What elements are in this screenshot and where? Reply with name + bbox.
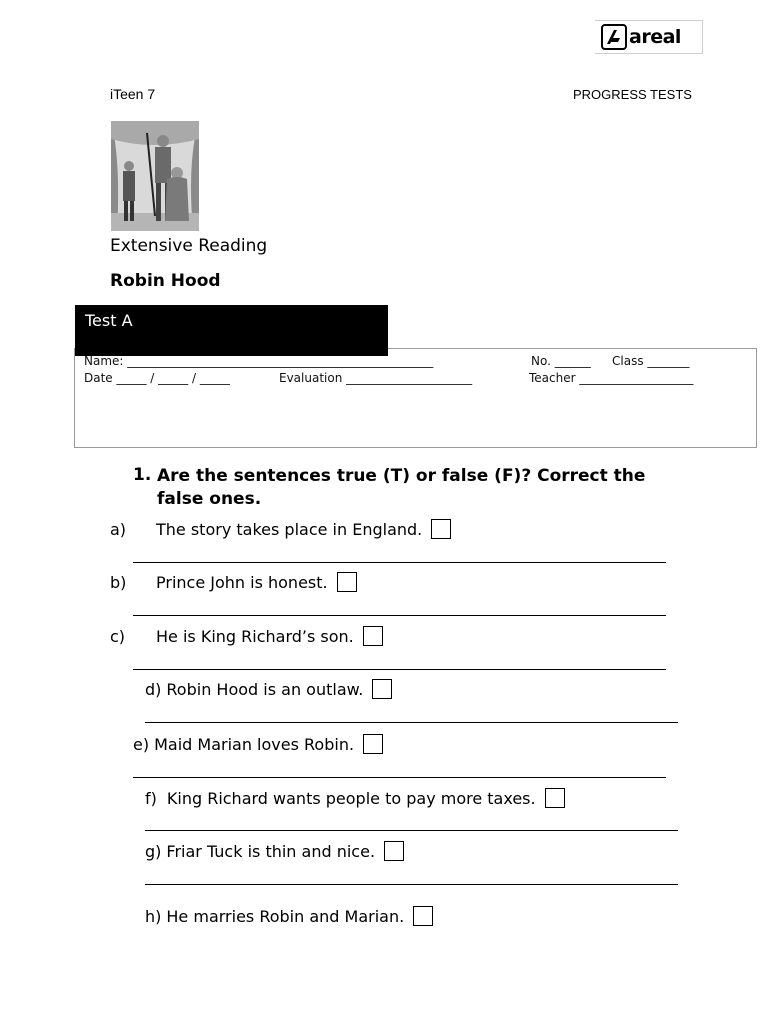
item-text: Maid Marian loves Robin. <box>154 734 355 754</box>
answer-checkbox[interactable] <box>337 572 357 592</box>
answer-line[interactable] <box>133 562 666 563</box>
item-letter: h) <box>145 906 162 926</box>
list-item <box>133 734 383 754</box>
answer-line[interactable] <box>145 884 678 885</box>
evaluation-field[interactable]: Evaluation _____________________ <box>279 371 473 385</box>
answer-line[interactable] <box>133 615 666 616</box>
reading-title: Extensive Reading <box>110 236 268 256</box>
item-letter: g) <box>145 841 162 861</box>
section-name: PROGRESS TESTS <box>573 87 692 102</box>
answer-checkbox[interactable] <box>363 734 383 754</box>
item-text: He is King Richard’s son. <box>156 626 354 646</box>
publisher-logo <box>595 20 703 54</box>
book-title: Robin Hood <box>110 271 221 291</box>
item-text: He marries Robin and Marian. <box>166 906 405 926</box>
item-letter: d) <box>145 679 162 699</box>
answer-checkbox[interactable] <box>545 788 565 808</box>
date-field[interactable]: Date _____ / _____ / _____ <box>84 371 230 385</box>
list-item <box>110 626 383 646</box>
number-field[interactable]: No. ______ <box>531 354 591 368</box>
item-letter: c) <box>110 626 126 646</box>
list-item <box>110 519 451 539</box>
item-letter: e) <box>133 734 150 754</box>
item-letter: b) <box>110 572 127 592</box>
list-item <box>145 788 565 808</box>
robin-hood-illustration <box>111 121 199 231</box>
item-text: Robin Hood is an outlaw. <box>166 679 364 699</box>
test-label: Test A <box>75 305 388 356</box>
logo-text: areal <box>629 26 681 48</box>
areal-logo-icon <box>601 24 627 50</box>
list-item <box>145 679 392 699</box>
list-item <box>145 906 433 926</box>
name-field[interactable]: Name: ___________________________________________________ <box>84 354 434 368</box>
question-text: Are the sentences true (T) or false (F)? Correct the false ones. <box>157 466 646 509</box>
answer-checkbox[interactable] <box>372 679 392 699</box>
item-text: Friar Tuck is thin and nice. <box>166 841 376 861</box>
answer-line[interactable] <box>133 669 666 670</box>
list-item <box>110 572 357 592</box>
item-letter: a) <box>110 519 127 539</box>
answer-checkbox[interactable] <box>431 519 451 539</box>
course-name: iTeen 7 <box>110 86 156 102</box>
class-field[interactable]: Class _______ <box>612 354 690 368</box>
item-text: King Richard wants people to pay more taxes. <box>166 788 536 808</box>
item-letter: f) <box>145 788 157 808</box>
question-number: 1. <box>133 465 152 485</box>
answer-line[interactable] <box>133 777 666 778</box>
list-item <box>145 841 404 861</box>
answer-checkbox[interactable] <box>363 626 383 646</box>
answer-line[interactable] <box>145 722 678 723</box>
item-text: The story takes place in England. <box>156 519 423 539</box>
answer-checkbox[interactable] <box>413 906 433 926</box>
answer-checkbox[interactable] <box>384 841 404 861</box>
teacher-field[interactable]: Teacher ___________________ <box>529 371 694 385</box>
item-text: Prince John is honest. <box>156 572 328 592</box>
answer-line[interactable] <box>145 830 678 831</box>
